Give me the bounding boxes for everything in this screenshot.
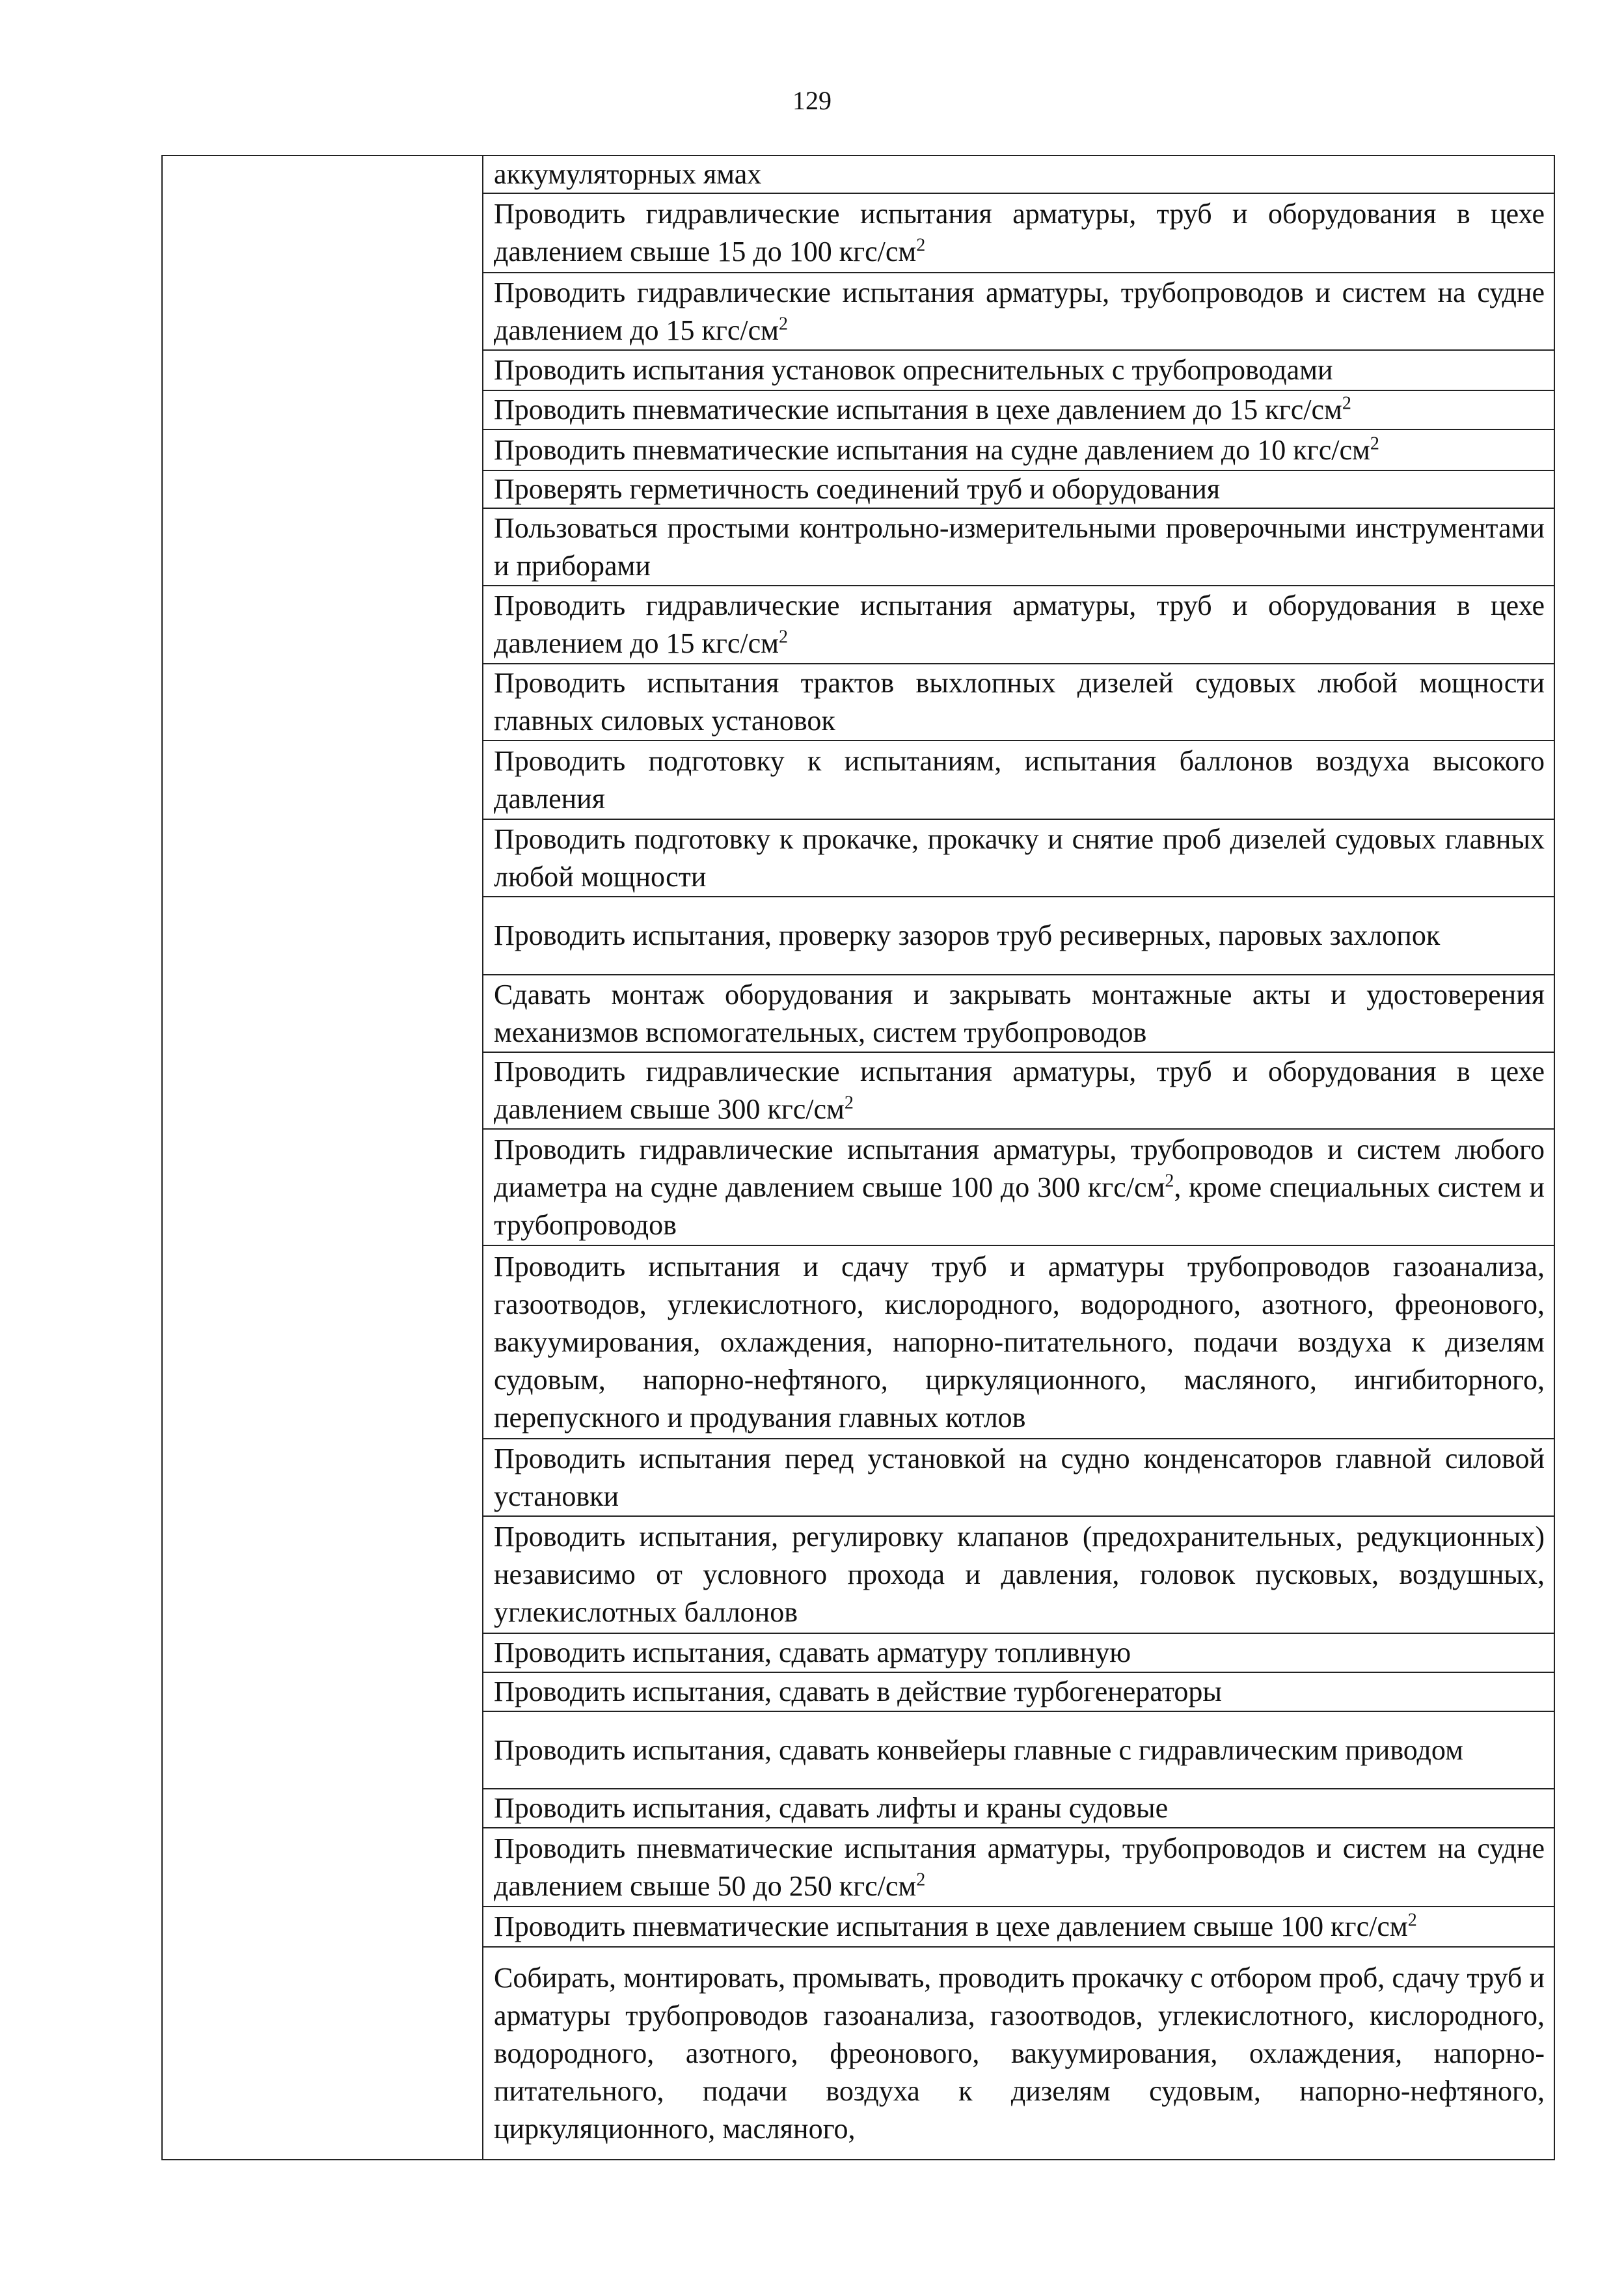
row-text: Проводить гидравлические испытания арматуры, трубопроводов и систем на судне давлением до 15 кгс/$см^2$	[494, 276, 1545, 346]
table-row	[483, 897, 1554, 975]
table-row	[483, 586, 1554, 664]
table-row	[483, 1673, 1554, 1712]
table-row	[483, 1828, 1554, 1907]
table-row	[483, 1517, 1554, 1634]
row-text: Проводить испытания и сдачу труб и арматуры трубопроводов газоанализа, газоотводов, углекислотного, кислородного, водородного, азотного, фреонового, вакуумирования, охлаждения, напорно-питательного, подачи воздуха к дизелям судовым, напорно-нефтяного, циркуляционного, масляного, ингибиторного, перепускного и продувания главных котлов	[494, 1250, 1545, 1433]
row-text: Проводить пневматические испытания арматуры, трубопроводов и систем на судне давлением свыше 50 до 250 кгс/$см^2$	[494, 1832, 1545, 1902]
table-row	[483, 471, 1554, 509]
table-row	[483, 1053, 1554, 1130]
table-row	[483, 156, 1554, 194]
table-row	[483, 351, 1554, 391]
table-row	[483, 194, 1554, 273]
row-text: Проводить испытания, сдавать конвейеры главные с гидравлическим приводом	[494, 1733, 1463, 1766]
table-left-column	[163, 156, 483, 2159]
table-right-column	[483, 156, 1554, 2159]
table-row	[483, 1246, 1554, 1439]
row-text: Проводить испытания, сдавать в действие турбогенераторы	[494, 1676, 1222, 1707]
row-text: Проводить гидравлические испытания арматуры, трубопроводов и систем любого диаметра на судне давлением свыше 100 до 300 кгс/$см^2$, кроме специальных систем и трубопроводов	[494, 1133, 1545, 1241]
row-text: Проводить пневматические испытания в цехе давлением до 15 кгс/$см^2$	[494, 393, 1351, 426]
row-text: Собирать, монтировать, промывать, проводить прокачку с отбором проб, сдачу труб и арматуры трубопроводов газоанализа, газоотводов, углекислотного, кислородного, водородного, азотного, фреонового, вакуумирования, охлаждения, напорно-питательного, подачи воздуха к дизелям судовым, напорно-нефтяного, циркуляционного, масляного,	[494, 1961, 1545, 2145]
table-row	[483, 975, 1554, 1053]
row-text: Проводить испытания установок опреснительных с трубопроводами	[494, 354, 1333, 386]
row-text: Пользоваться простыми контрольно-измерительными проверочными инструментами и приборами	[494, 511, 1545, 582]
table-row	[483, 430, 1554, 471]
table-row	[483, 741, 1554, 820]
table-row	[483, 509, 1554, 586]
table-row	[483, 1634, 1554, 1673]
row-text: Проводить испытания, проверку зазоров труб ресиверных, паровых захлопок	[494, 919, 1441, 951]
table-row	[483, 1789, 1554, 1828]
row-text: Проводить гидравлические испытания арматуры, труб и оборудования в цехе давлением свыше 15 до 100 кгс/$см^2$	[494, 198, 1545, 267]
table-row	[483, 273, 1554, 351]
row-text: Проводить подготовку к прокачке, прокачку и снятие проб дизелей судовых главных любой мощности	[494, 822, 1545, 893]
row-text: Проводить пневматические испытания на судне давлением до 10 кгс/$см^2$	[494, 433, 1379, 466]
row-text: Проводить испытания, сдавать лифты и краны судовые	[494, 1792, 1169, 1824]
competency-table	[161, 155, 1555, 2160]
row-text: Сдавать монтаж оборудования и закрывать монтажные акты и удостоверения механизмов вспомогательных, систем трубопроводов	[494, 978, 1545, 1048]
row-text: Проводить гидравлические испытания арматуры, труб и оборудования в цехе давлением до 15 кгс/$см^2$	[494, 590, 1545, 659]
table-row	[483, 1712, 1554, 1789]
row-text: Проводить пневматические испытания в цехе давлением свыше 100 кгс/$см^2$	[494, 1910, 1417, 1942]
row-text: Проводить испытания, регулировку клапанов (предохранительных, редукционных) независимо от условного прохода и давления, головок пусковых, воздушных, углекислотных баллонов	[494, 1521, 1545, 1628]
table-row	[483, 664, 1554, 741]
table-row	[483, 1948, 1554, 2159]
row-text: Проверять герметичность соединений труб и оборудования	[494, 473, 1221, 505]
page-number: 129	[792, 86, 832, 115]
table-row	[483, 1907, 1554, 1948]
row-text: Проводить испытания, сдавать арматуру топливную	[494, 1637, 1131, 1668]
row-text: Проводить гидравлические испытания арматуры, труб и оборудования в цехе давлением свыше 300 кгс/$см^2$	[494, 1055, 1545, 1125]
row-text: Проводить подготовку к испытаниям, испытания баллонов воздуха высокого давления	[494, 744, 1545, 815]
table-row	[483, 1439, 1554, 1517]
table-row	[483, 391, 1554, 430]
row-text: аккумуляторных ямах	[494, 158, 762, 190]
row-text: Проводить испытания перед установкой на судно конденсаторов главной силовой установки	[494, 1442, 1545, 1512]
row-text: Проводить испытания трактов выхлопных дизелей судовых любой мощности главных силовых установок	[494, 667, 1545, 737]
table-row	[483, 820, 1554, 897]
table-row	[483, 1130, 1554, 1246]
